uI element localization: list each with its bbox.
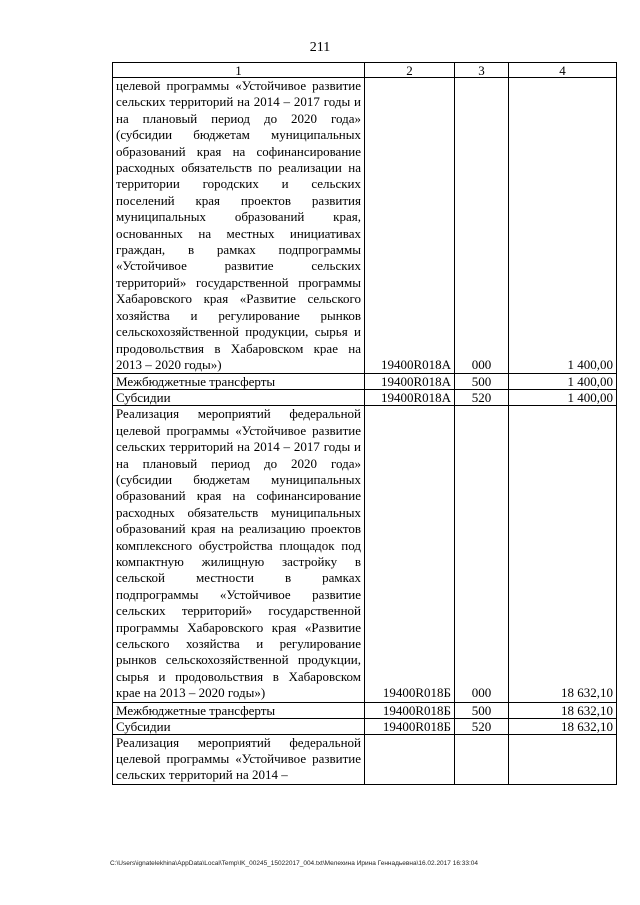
budget-table	[112, 62, 617, 785]
table-row	[113, 390, 617, 406]
row-expense-type: 500	[455, 702, 509, 718]
row-amount: 18 632,10	[509, 406, 617, 702]
row-name: Реализация мероприятий федеральной целевой программы «Устойчивое развитие сельских территорий на 2014 –	[113, 734, 365, 784]
file-path-footer: C:\Users\ignatelekhina\AppData\Local\Temp\IK_00245_15022017_004.txt\Мелехина Ирина Геннадьевна\16.02.2017 16:33:04	[110, 860, 479, 867]
row-amount: 1 400,00	[509, 78, 617, 374]
page-number: 211	[309, 40, 331, 55]
header-col-3: 3	[455, 63, 509, 78]
table-row	[113, 374, 617, 390]
row-expense-type: 520	[455, 390, 509, 406]
header-col-1: 1	[113, 63, 365, 78]
row-name: Межбюджетные трансферты	[113, 374, 365, 390]
row-code: 19400R018Б	[365, 702, 455, 718]
row-code: 19400R018Б	[365, 406, 455, 702]
table-header-row	[113, 63, 617, 78]
table-row	[113, 78, 617, 374]
header-col-4: 4	[509, 63, 617, 78]
row-name: Межбюджетные трансферты	[113, 702, 365, 718]
table-row	[113, 406, 617, 702]
row-name: Субсидии	[113, 390, 365, 406]
row-amount: 1 400,00	[509, 374, 617, 390]
row-code	[365, 734, 455, 784]
row-code: 19400R018Б	[365, 718, 455, 734]
row-amount: 18 632,10	[509, 702, 617, 718]
row-amount: 1 400,00	[509, 390, 617, 406]
row-code: 19400R018А	[365, 390, 455, 406]
row-amount: 18 632,10	[509, 718, 617, 734]
row-code: 19400R018А	[365, 78, 455, 374]
row-amount	[509, 734, 617, 784]
row-name: Субсидии	[113, 718, 365, 734]
row-expense-type: 000	[455, 406, 509, 702]
header-col-2: 2	[365, 63, 455, 78]
row-expense-type: 000	[455, 78, 509, 374]
row-expense-type: 520	[455, 718, 509, 734]
row-expense-type: 500	[455, 374, 509, 390]
row-name: целевой программы «Устойчивое развитие сельских территорий на 2014 – 2017 годы и на плановый период до 2020 года» (субсидии бюджетам муниципальных образований края на софинансирование расходных обязательств по реализации на территории городских и сельских поселений края проектов развития муниципальных образований края, основанных на местных инициативах граждан, в рамках подпрограммы «Устойчивое развитие сельских территорий» государственной программы Хабаровского края «Развитие сельского хозяйства и регулирование рынков сельскохозяйственной продукции, сырья и продовольствия в Хабаровском крае на 2013 – 2020 годы»)	[113, 78, 365, 374]
table-row	[113, 734, 617, 784]
table-row	[113, 702, 617, 718]
table-row	[113, 718, 617, 734]
row-expense-type	[455, 734, 509, 784]
row-code: 19400R018А	[365, 374, 455, 390]
row-name: Реализация мероприятий федеральной целевой программы «Устойчивое развитие сельских территорий на 2014 – 2017 годы и на плановый период до 2020 года» (субсидии бюджетам муниципальных образований края на софинансирование расходных обязательств муниципальных образований края на реализацию проектов комплексного обустройства площадок под компактную жилищную застройку в сельской местности в рамках подпрограммы «Устойчивое развитие сельских территорий» государственной программы Хабаровского края «Развитие сельского хозяйства и регулирование рынков сельскохозяйственной продукции, сырья и продовольствия в Хабаровском крае на 2013 – 2020 годы»)	[113, 406, 365, 702]
